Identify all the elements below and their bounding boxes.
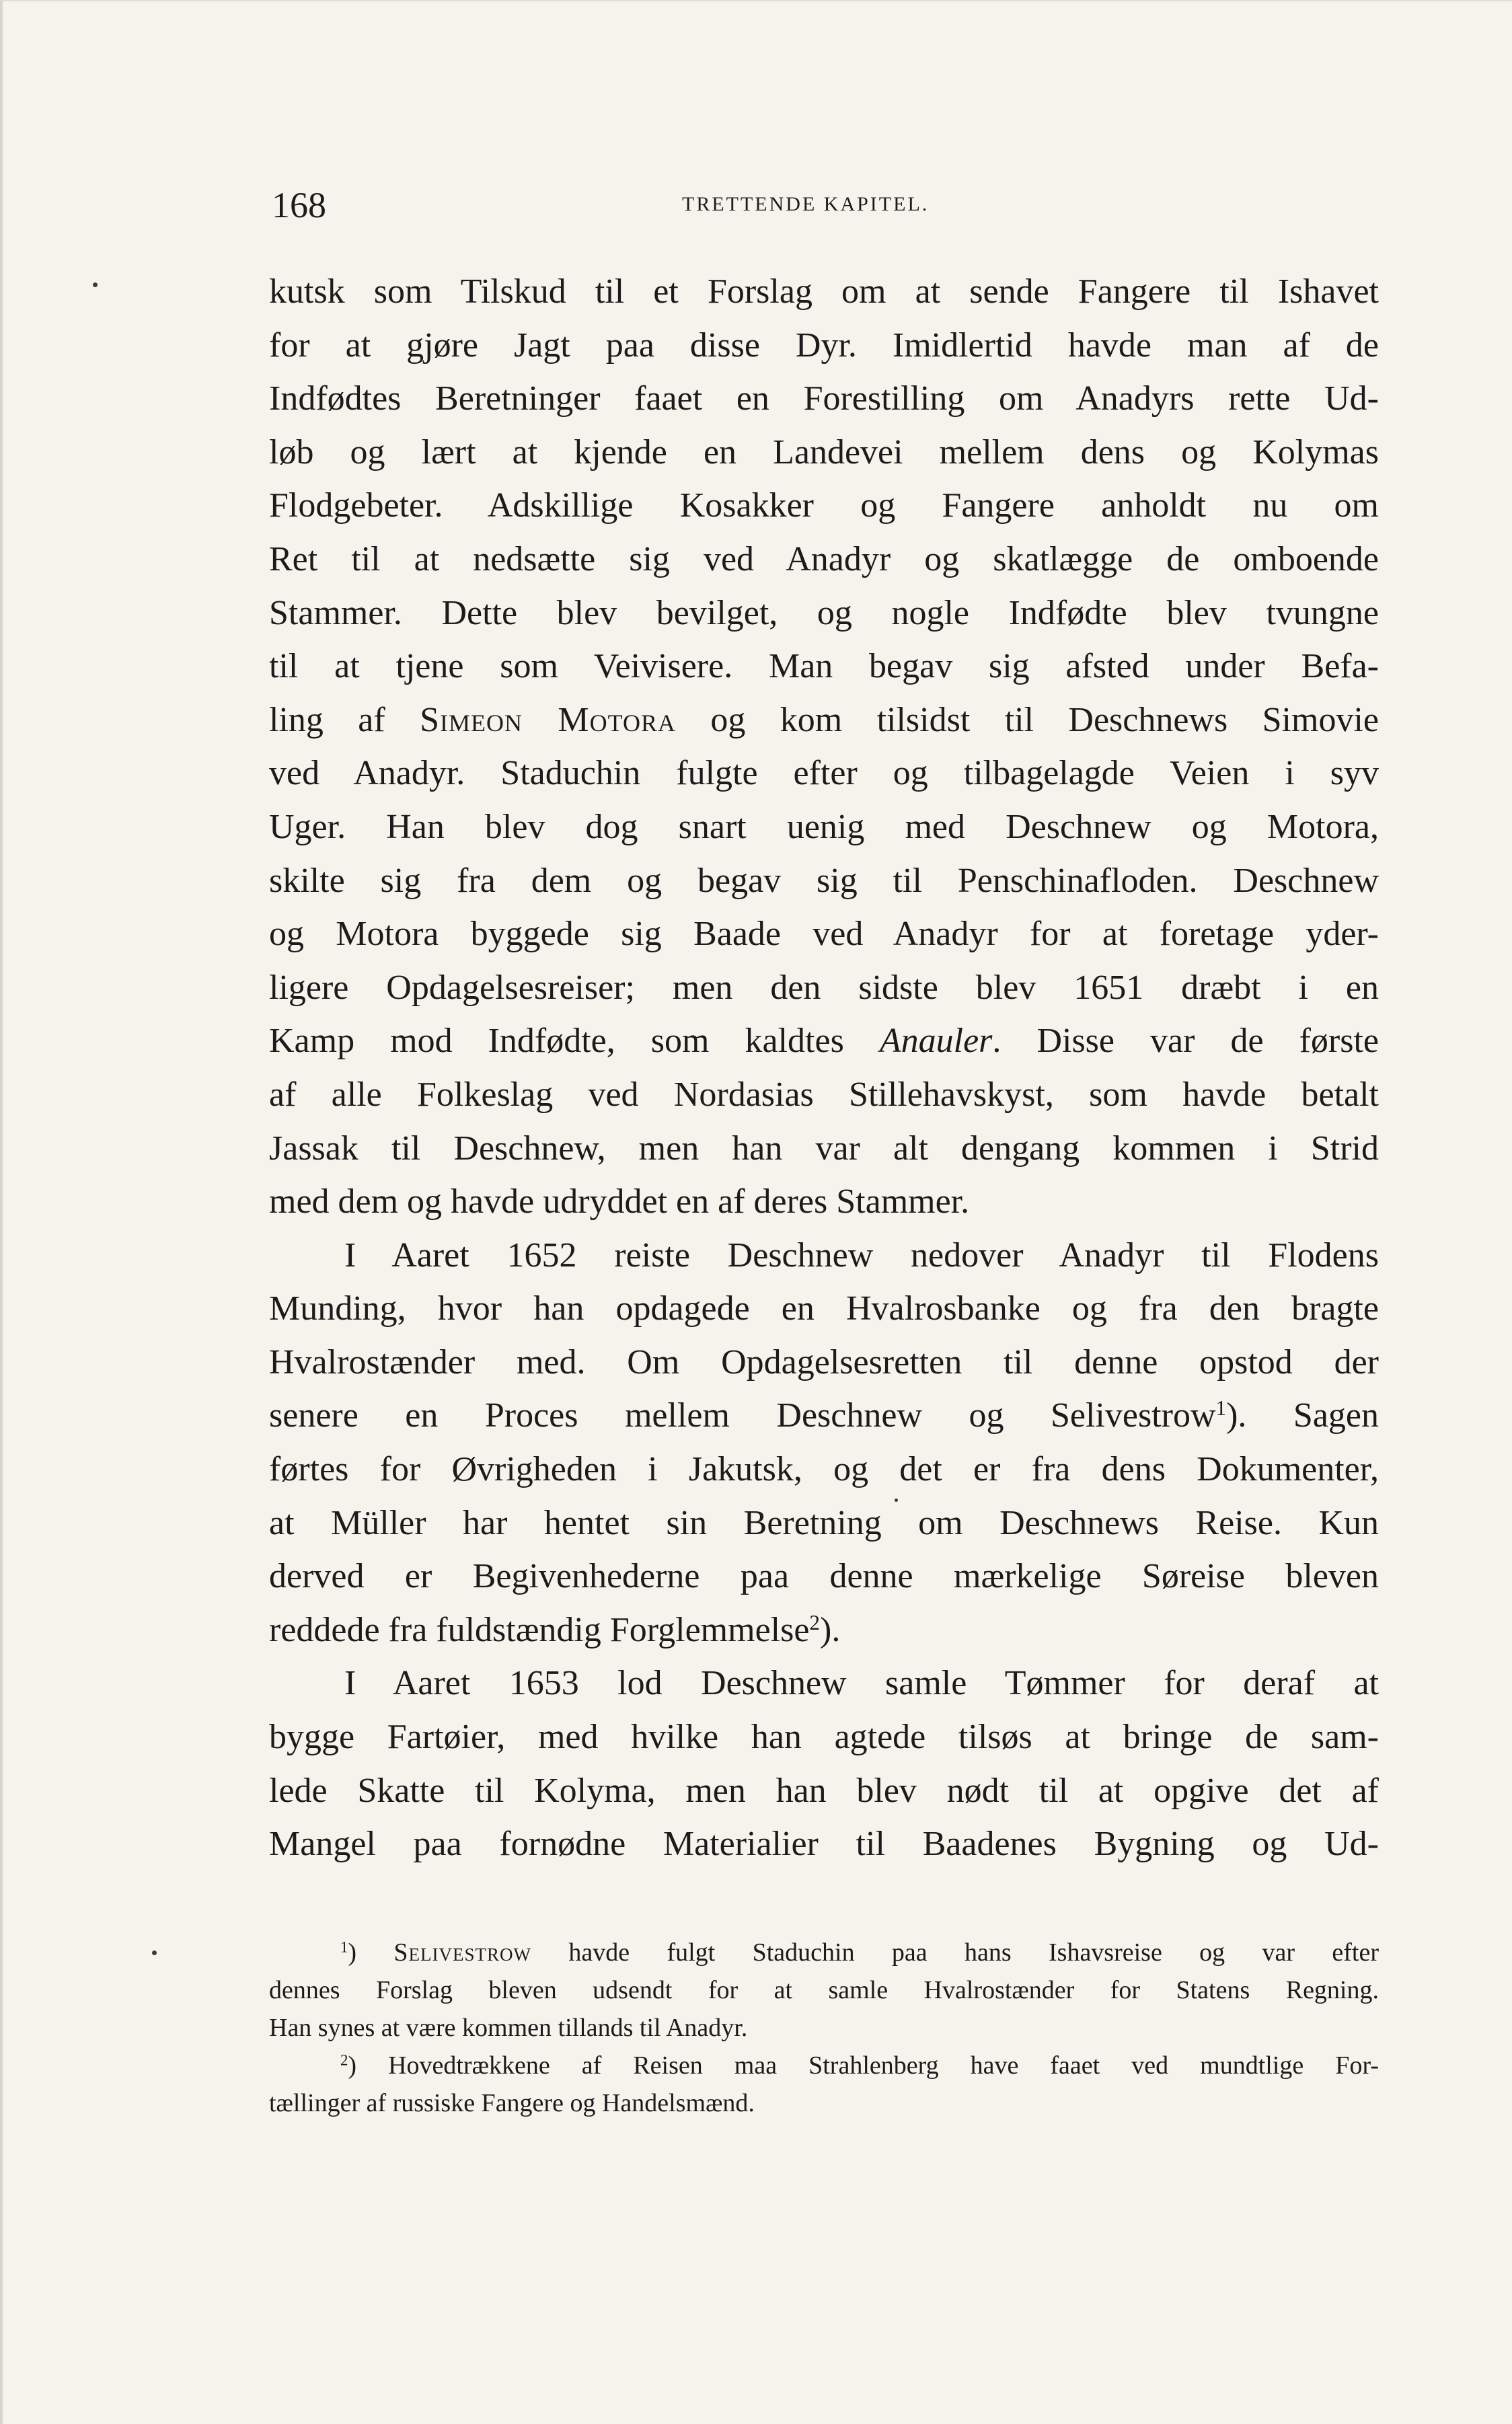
text-run: ling af: [269, 700, 420, 739]
text-run: ). Sagen: [1226, 1396, 1379, 1435]
text-line: [269, 1014, 1379, 1068]
footnote-ref: 2: [809, 1610, 821, 1634]
footnote-marker: 1: [340, 1938, 348, 1956]
text-run: Kamp mod Indfødte, som kaldtes: [269, 1022, 880, 1061]
page-number: 168: [272, 185, 326, 225]
footnote-line: $^1$) Selivestrow havde fulgt Staduchin paa hans Ishavsreise og var efter: [340, 1938, 1379, 1967]
text-line: Mangel paa fornødne Materialier til Baadenes Bygning og Ud-: [269, 1825, 1379, 1864]
text-line: Flodgebeter. Adskillige Kosakker og Fangere anholdt nu om: [269, 486, 1379, 525]
text-line: I Aaret 1652 reiste Deschnew nedover Anadyr til Flodens: [344, 1236, 1379, 1275]
text-line: kutsk som Tilskud til et Forslag om at sende Fangere til Ishavet: [269, 272, 1379, 311]
text-line: ligere Opdagelsesreiser; men den sidste blev 1651 dræbt i en: [269, 968, 1379, 1007]
text-line: for at gjøre Jagt paa disse Dyr. Imidlertid havde man af de: [269, 326, 1379, 365]
text-line: I Aaret 1653 lod Deschnew samle Tømmer for deraf at: [344, 1664, 1379, 1703]
text-line: Stammer. Dette blev bevilget, og nogle Indfødte blev tvungne: [269, 593, 1379, 632]
text-line: og Motora byggede sig Baade ved Anadyr for at foretage yder-: [269, 915, 1379, 954]
text-line: Ret til at nedsætte sig ved Anadyr og skatlægge de omboende: [269, 539, 1379, 578]
footnotes: [269, 1934, 1379, 2122]
text-line: [269, 1389, 1379, 1443]
footnote-line: $^2$) Hovedtrækkene af Reisen maa Strahlenberg have faaet ved mundtlige For-: [340, 2051, 1379, 2080]
text-run: havde fulgt Staduchin paa hans Ishavsreise og var efter: [531, 1938, 1379, 1967]
text-line: af alle Folkeslag ved Nordasias Stillehavskyst, som havde betalt: [269, 1075, 1379, 1114]
text-run: . Disse var de første: [992, 1022, 1379, 1061]
footnote-line: tællinger af russiske Fangere og Handelsmænd.: [269, 2089, 755, 2117]
footnote-line: Han synes at være kommen tillands til Anadyr.: [269, 2014, 748, 2042]
text-line: ved Anadyr. Staduchin fulgte efter og tilbagelagde Veien i syv: [269, 754, 1379, 793]
text-line: Uger. Han blev dog snart uenig med Deschnew og Motora,: [269, 807, 1379, 846]
text-line: at Müller har hentet sin Beretning om Deschnews Reise. Kun: [269, 1503, 1379, 1542]
text-line: lede Skatte til Kolyma, men han blev nødt til at opgive det af: [269, 1771, 1379, 1810]
text-run: senere en Proces mellem Deschnew og Selivestrow: [269, 1396, 1216, 1435]
text-run: Hovedtrækkene af Reisen maa Strahlenberg have faaet ved mundtlige For-: [356, 2051, 1379, 2080]
text-run: ).: [820, 1610, 841, 1649]
footnote-line: dennes Forslag bleven udsendt for at samle Hvalrostænder for Statens Regning.: [269, 1976, 1379, 2004]
running-head: [272, 182, 1382, 229]
body-text: [269, 265, 1379, 1871]
text-line: derved er Begivenhederne paa denne mærkelige Søreise bleven: [269, 1557, 1379, 1596]
person-name-smallcaps: Selivestrow: [393, 1938, 532, 1967]
text-line: med dem og havde udryddet en af deres Stammer.: [269, 1182, 970, 1221]
text-line: skilte sig fra dem og begav sig til Penschinafloden. Deschnew: [269, 861, 1379, 900]
paper-speck: [895, 1499, 898, 1502]
paper-speck: [152, 1950, 157, 1955]
text-line: Munding, hvor han opdagede en Hvalrosbanke og fra den bragte: [269, 1289, 1379, 1328]
text-run: reddede fra fuldstændig Forglemmelse: [269, 1610, 810, 1649]
footnote-ref: 1: [1215, 1396, 1227, 1421]
text-line: Hvalrostænder med. Om Opdagelsesretten til denne opstod der: [269, 1342, 1379, 1381]
text-line: [269, 1603, 1379, 1657]
text-line: løb og lært at kjende en Landevei mellem dens og Kolymas: [269, 432, 1379, 471]
text-run: og kom tilsidst til Deschnews Simovie: [675, 700, 1379, 739]
text-line: [269, 693, 1379, 747]
text-line: Indfødtes Beretninger faaet en Forestilling om Anadyrs rette Ud-: [269, 379, 1379, 418]
tribe-name-italic: Anauler: [879, 1022, 993, 1061]
footnote-marker: 2: [340, 2051, 348, 2069]
person-name-smallcaps: Simeon Motora: [420, 700, 676, 739]
text-line: førtes for Øvrigheden i Jakutsk, og det er fra dens Dokumenter,: [269, 1450, 1379, 1489]
chapter-title: TRETTENDE KAPITEL.: [682, 193, 930, 215]
text-line: Jassak til Deschnew, men han var alt dengang kommen i Strid: [269, 1129, 1379, 1168]
text-line: bygge Fartøier, med hvilke han agtede tilsøs at bringe de sam-: [269, 1718, 1379, 1757]
paper-speck: [93, 282, 98, 287]
text-line: til at tjene som Veivisere. Man begav sig afsted under Befa-: [269, 647, 1379, 686]
